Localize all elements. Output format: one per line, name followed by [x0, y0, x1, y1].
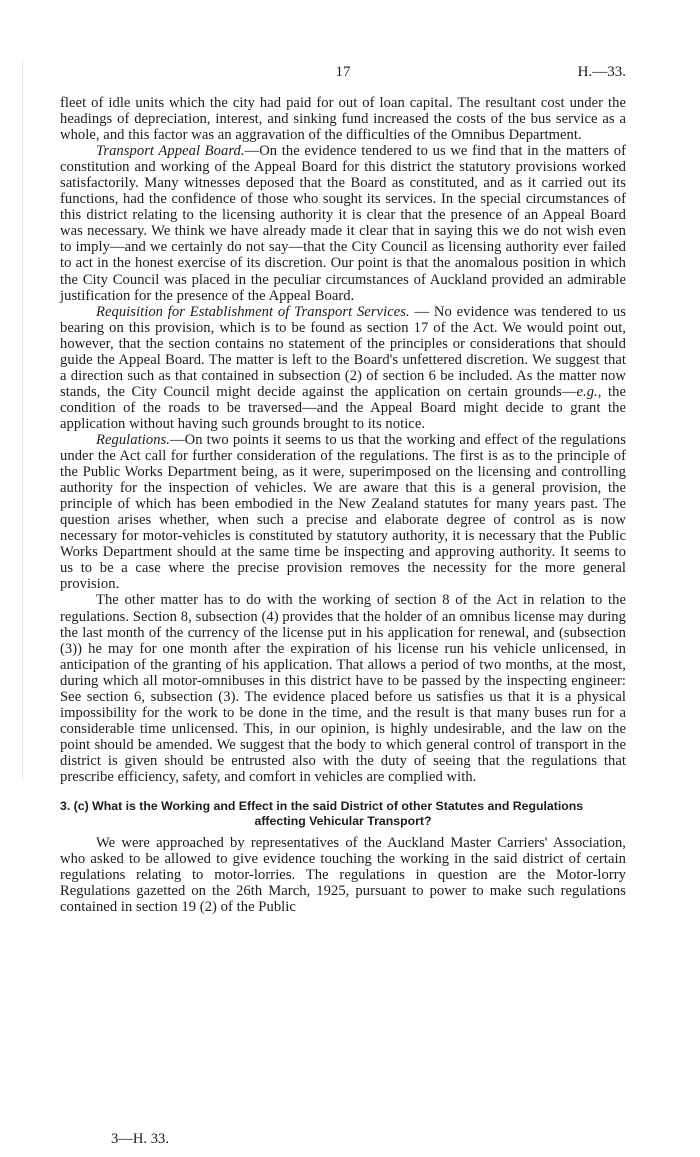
paragraph-requisition	[60, 304, 626, 432]
page-number: 17	[335, 64, 351, 80]
section-heading	[60, 799, 626, 829]
paragraph-text: —On the evidence tendered to us we find that in the matters of constitution and working of the Appeal Board for this district the statutory provisions worked satisfactorily. Many witnesses deposed that the Board as constituted, and as it carried out its functions, had the confidence of those who sought its services. In the special circumstances of this district relating to the licensing authority it is clear that the presence of an Appeal Board was necessary. We think we have already made it clear that in saying this we do not wish even to imply—and we certainly do not say—that the City Council as licensing authority ever failed to act in the honest exercise of its discretion. Our point is that the anomalous position in which the City Council was placed in the peculiar circumstances of Auckland provided an admirable justification for the presence of the Appeal Board.	[60, 143, 627, 304]
section-heading-line-1: 3. (c) What is the Working and Effect in the said District of other Statutes and Regulations	[60, 799, 584, 814]
section-heading-line-2: affecting Vehicular Transport?	[254, 814, 432, 829]
paragraph-text: , the condition of the roads to be traversed—and the Appeal Board might decide to grant the application without having such grounds brought to its notice.	[60, 383, 626, 432]
paragraph-transport-appeal-board	[60, 143, 626, 303]
paragraph-text: We were approached by representatives of the Auckland Master Carriers' Association, who asked to be allowed to give evidence touching the working in the said district of certain regulations relating to motor-lorries. The regulations in question are the Motor-lorry Regulations gazetted on the 26th March, 1925, pursuant to power to make such regulations contained in section 19 (2) of the Public	[60, 835, 626, 916]
paragraph-title: Transport Appeal Board.	[96, 143, 245, 160]
document-body	[60, 95, 626, 915]
paragraph-regulations	[60, 432, 626, 592]
paragraph-title: Requisition for Establishment of Transport Services.	[96, 303, 410, 320]
page-edge-shadow	[22, 60, 23, 780]
paragraph-text: The other matter has to do with the working of section 8 of the Act in relation to the regulations. Section 8, subsection (4) provides that the holder of an omnibus license may during the last month of the currency of the license put in his application for renewal, and (subsection (3)) he may for one month after the expiration of his license run his vehicle unlicensed, in anticipation of the granting of his application. That allows a period of two months, at the most, during which all motor-omnibuses in this district have to be passed by the inspecting engineer: See section 6, subsection (3). The evidence placed before us satisfies us that it is a physical impossibility for the work to be done in the time, and the result is that many buses run for a considerable time unlicensed. This, in our opinion, is highly undesirable, and the law on the point should be amended. We suggest that the body to which general control of transport in the district is given should be entrusted also with the duty of seeing that the regulations that prescribe efficiency, safety, and comfort in vehicles are complied with.	[60, 592, 626, 785]
page-footer-signature: 3—H. 33.	[111, 1131, 169, 1147]
paragraph-master-carriers	[60, 835, 626, 915]
paragraph-continuation	[60, 95, 626, 143]
paragraph-text: fleet of idle units which the city had paid for out of loan capital. The resultant cost under the headings of depreciation, interest, and sinking fund increased the costs of the bus service as a whole, and this factor was an aggravation of the difficulties of the Omnibus Department.	[60, 95, 626, 144]
paragraph-abbrev: e.g.	[576, 383, 598, 400]
page-header	[60, 64, 626, 84]
document-reference: H.—33.	[577, 64, 626, 80]
paragraph-title: Regulations.	[96, 431, 170, 448]
paragraph-text: —On two points it seems to us that the working and effect of the regulations under the Act call for further consideration of the regulations. The first is as to the principle of the Public Works Department being, as it were, superimposed on the licensing and controlling authority for the inspection of vehicles. We are aware that this is a general provision, the principle of which has been embodied in the New Zealand statutes for many years past. The question arises whether, when such a precise and elaborate degree of control as is now necessary for motor-vehicles is constituted by statutory authority, it is necessary that the Public Works Department should at the same time be inspecting and approving authority. It seems to us to be a case where the precise provision removes the necessity for the more general provision.	[60, 431, 626, 593]
paragraph-section-8	[60, 592, 626, 785]
paragraph-text: — No evidence was tendered to us bearing on this provision, which is to be found as section 17 of the Act. We would point out, however, that the section contains no statement of the principles or considerations that should guide the Appeal Board. The matter is left to the Board's unfettered discretion. We suggest that a direction such as that contained in subsection (2) of section 6 be included. As the matter now stands, the City Council might decide against the application on certain grounds—	[60, 303, 627, 400]
